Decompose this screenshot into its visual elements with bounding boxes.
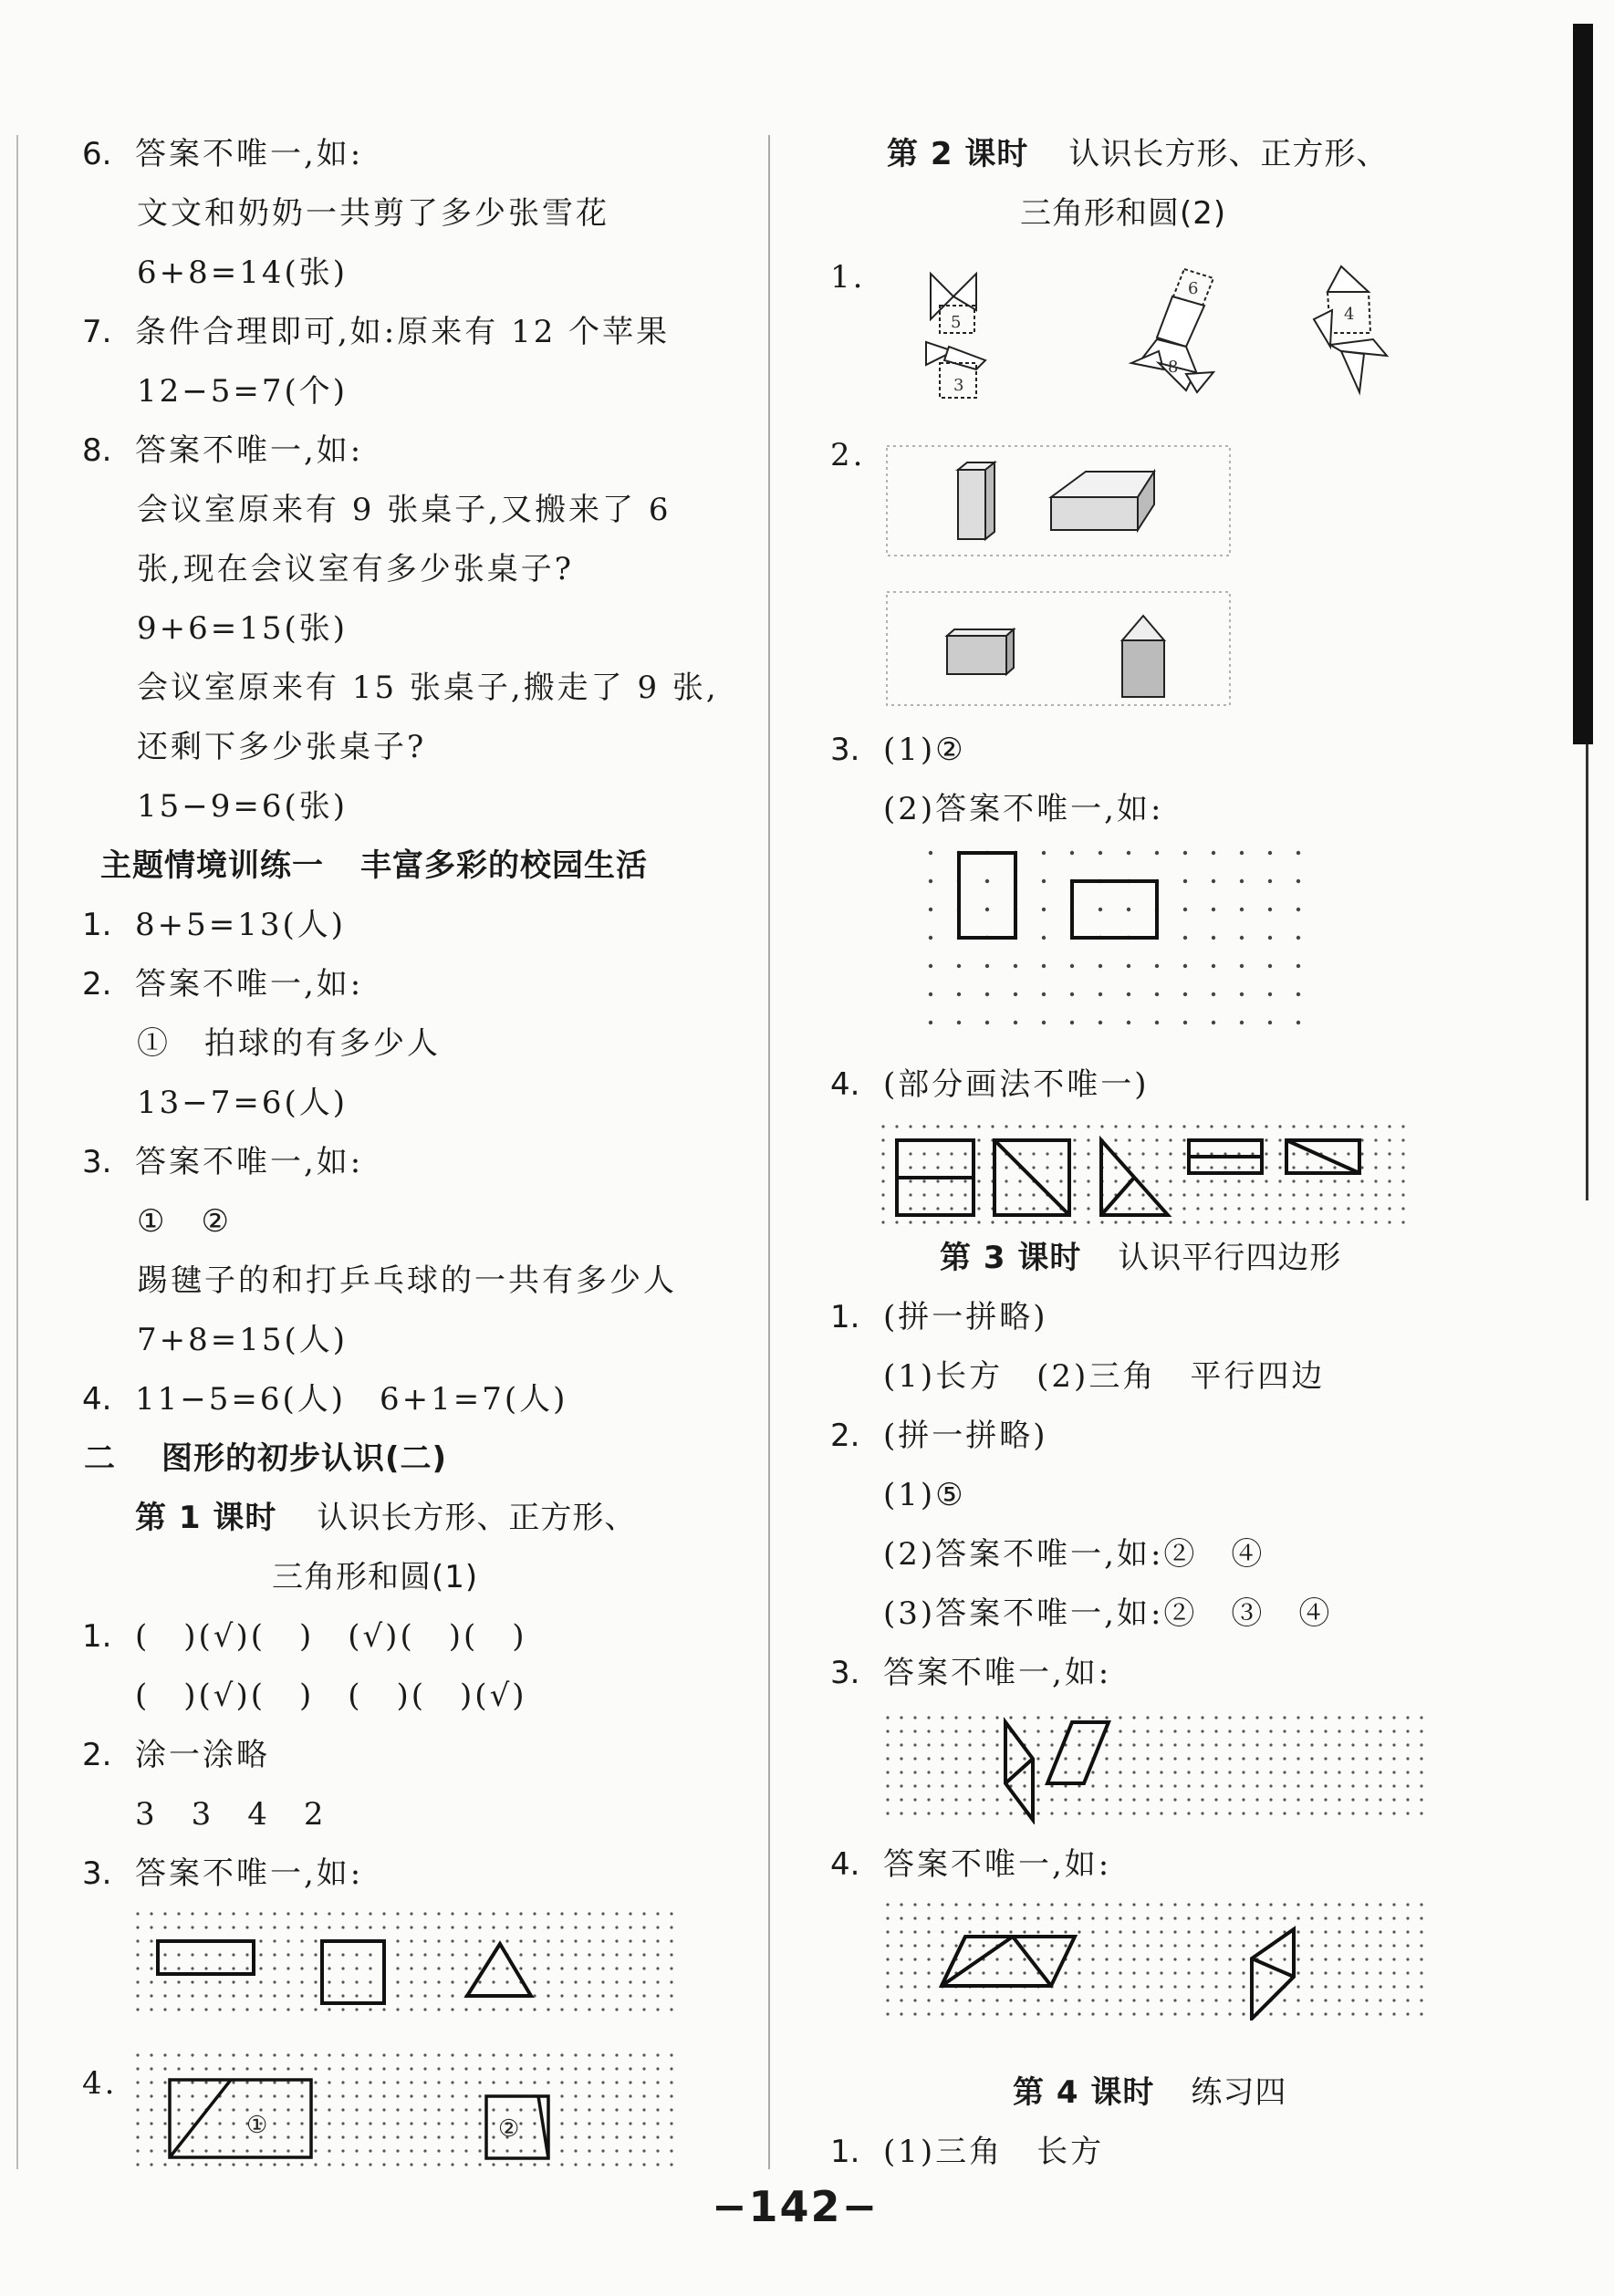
lesson3-answer-1-blanks: (1)长方 (2)三角 平行四边 — [883, 1358, 1326, 1395]
shape-puzzle-figure — [912, 255, 1451, 401]
left-margin-rule — [16, 135, 18, 2169]
region-mark-1: ① — [246, 2112, 268, 2139]
lesson3-answer-2: 2. (拼一拼略) — [830, 1418, 1048, 1454]
answer-7-equation: 12−5=7(个) — [137, 373, 349, 410]
theme-answer-1: 1. 8+5=13(人) — [82, 907, 347, 943]
pencil-prism — [1122, 616, 1164, 697]
lesson1-answer-4: 4. — [82, 2065, 118, 2102]
theme-answer-3-equation: 7+8=15(人) — [137, 1322, 349, 1358]
answer-6: 6. 答案不唯一,如: — [82, 136, 364, 172]
dot-grid-split-svg — [135, 2052, 682, 2169]
lesson2-answer-3-part2: (2)答案不唯一,如: — [883, 791, 1164, 827]
theme-answer-4: 4. 11−5=6(人) 6+1=7(人) — [82, 1381, 568, 1418]
lesson-2-heading-cont: 三角形和圆(2) — [1020, 195, 1227, 232]
answer-8-line: 还剩下多少张桌子? — [137, 729, 427, 765]
lesson1-answer-2-counts: 3 3 4 2 — [135, 1796, 327, 1833]
lesson3-answer-3: 3. 答案不唯一,如: — [830, 1655, 1112, 1691]
puzzle-number-4: 4 — [1344, 305, 1355, 324]
dot-grid-shapes-svg — [135, 1911, 682, 2013]
lesson2-answer-4: 4. (部分画法不唯一) — [830, 1066, 1150, 1103]
small-box — [947, 629, 1014, 674]
lesson-3-heading: 第 3 课时 认识平行四边形 — [940, 1240, 1342, 1276]
lesson3-answer-4: 4. 答案不唯一,如: — [830, 1846, 1112, 1883]
answer-8-line: 会议室原来有 15 张桌子,搬走了 9 张, — [137, 670, 719, 706]
lesson-2-heading: 第 2 课时 认识长方形、正方形、 — [887, 136, 1389, 172]
lesson-1-heading-cont: 三角形和圆(1) — [272, 1559, 479, 1595]
lesson2-answer-3: 3. (1)② — [830, 732, 966, 768]
book-spine-shadow — [1573, 24, 1593, 744]
dot-grid-shapes-figure — [135, 1911, 682, 2013]
theme-answer-2-question: ① 拍球的有多少人 — [137, 1025, 441, 1062]
dot-grid-composite-figure — [885, 1902, 1423, 2021]
dot-grid-split-shapes-svg — [880, 1124, 1410, 1233]
dot-grid-parallelograms-figure — [885, 1715, 1423, 1824]
answer-8-equation: 9+6=15(张) — [137, 610, 349, 647]
puzzle-number-6: 6 — [1188, 279, 1199, 298]
lesson2-answer-1: 1. — [830, 259, 866, 296]
solid-faces-svg — [885, 444, 1232, 718]
lesson4-answer-1: 1. (1)三角 长方 — [830, 2134, 1105, 2170]
lesson3-answer-2-part3: (3)答案不唯一,如:② ③ ④ — [883, 1595, 1333, 1632]
answer-6-equation: 6+8=14(张) — [137, 255, 349, 291]
book-spine-edge — [1586, 744, 1588, 1200]
dot-grid-rectangles-svg — [926, 848, 1309, 1040]
theme-heading: 主题情境训练一 丰富多彩的校园生活 — [100, 847, 648, 884]
tall-prism — [958, 462, 994, 539]
puzzle-number-3: 3 — [953, 376, 964, 395]
theme-answer-2-equation: 13−7=6(人) — [137, 1085, 349, 1121]
theme-answer-3-question: 踢毽子的和打乒乓球的一共有多少人 — [137, 1262, 677, 1299]
lesson3-answer-2-part2: (2)答案不唯一,如:② ④ — [883, 1536, 1265, 1573]
flat-box — [1051, 472, 1154, 530]
theme-answer-2: 2. 答案不唯一,如: — [82, 966, 364, 1003]
puzzle-number-8: 8 — [1168, 358, 1179, 377]
column-divider — [768, 135, 770, 2169]
region-mark-2: ② — [498, 2115, 520, 2143]
dot-grid-split-figure — [135, 2052, 682, 2169]
answer-8: 8. 答案不唯一,如: — [82, 432, 364, 469]
theme-answer-3: 3. 答案不唯一,如: — [82, 1144, 364, 1180]
answer-8-equation: 15−9=6(张) — [137, 788, 349, 825]
lesson1-answer-1-row2: ( )(√)( ) ( )( )(√) — [135, 1678, 527, 1714]
puzzle-number-5: 5 — [951, 313, 962, 332]
lesson1-answer-2: 2. 涂一涂略 — [82, 1737, 270, 1773]
dot-grid-composite-svg — [885, 1902, 1423, 2021]
dot-grid-parallelograms-svg — [885, 1715, 1423, 1824]
lesson2-answer-2: 2. — [830, 437, 866, 473]
lesson-4-heading: 第 4 课时 练习四 — [1013, 2074, 1287, 2111]
choice-box-bottom — [887, 592, 1230, 705]
page-number: −142− — [712, 2182, 880, 2231]
theme-answer-3-choices: ① ② — [137, 1203, 232, 1240]
answer-8-line: 会议室原来有 9 张桌子,又搬来了 6 — [137, 492, 672, 528]
puzzle-figure-arrow — [1314, 266, 1387, 392]
solid-faces-figure — [885, 444, 1232, 718]
dot-grid-split-shapes-figure — [880, 1124, 1410, 1233]
lesson3-answer-1: 1. (拼一拼略) — [830, 1299, 1048, 1335]
lesson1-answer-1: 1. ( )(√)( ) (√)( )( ) — [82, 1618, 527, 1655]
lesson3-answer-2-part1: (1)⑤ — [883, 1477, 966, 1513]
dot-grid-rectangles-figure — [926, 848, 1309, 1040]
answer-6-question: 文文和奶奶一共剪了多少张雪花 — [137, 195, 609, 232]
shape-puzzle-svg — [912, 255, 1451, 401]
unit-heading: 二 图形的初步认识(二) — [84, 1440, 448, 1477]
answer-8-line: 张,现在会议室有多少张桌子? — [137, 551, 575, 587]
lesson-1-heading: 第 1 课时 认识长方形、正方形、 — [135, 1500, 637, 1536]
lesson1-answer-3: 3. 答案不唯一,如: — [82, 1855, 364, 1892]
answer-7: 7. 条件合理即可,如:原来有 12 个苹果 — [82, 314, 671, 350]
